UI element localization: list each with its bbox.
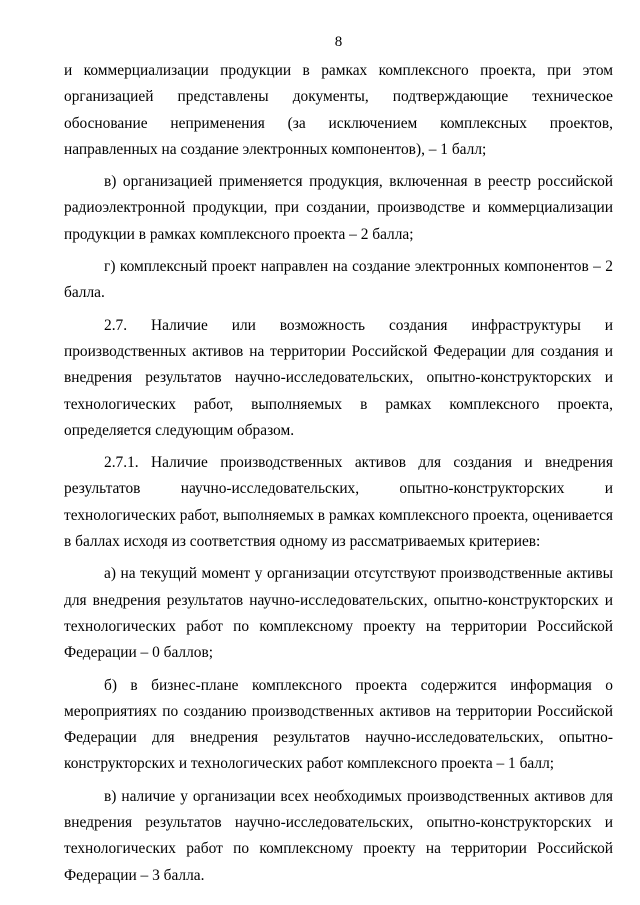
paragraph-section-2-7-1: 2.7.1. Наличие производственных активов для создания и внедрения результатов научно-исследовательских, опытно-конструкторских и технологических работ, выполняемых в рамках комплексного проекта, оценивается в баллах исходя из соответствия одному из рассматриваемых критериев: xyxy=(64,454,613,551)
paragraph-item-v: в) организацией применяется продукция, включенная в реестр российской радиоэлектронной продукции, при создании, производстве и коммерциализации продукции в рамках комплексного проекта – 2 балла; xyxy=(64,173,613,243)
paragraph-criterion-v: в) наличие у организации всех необходимых производственных активов для внедрения результатов научно-исследовательских, опытно-конструкторских и технологических работ по комплексному проекту на территории Российской Федерации – 3 балла. xyxy=(64,787,613,884)
document-body xyxy=(64,58,613,889)
paragraph-section-2-7: 2.7. Наличие или возможность создания инфраструктуры и производственных активов на территории Российской Федерации для создания и внедрения результатов научно-исследовательских, опытно-конструкторских и технологических работ, выполняемых в рамках комплексного проекта, определяется следующим образом. xyxy=(64,316,613,439)
document-page xyxy=(64,0,613,905)
paragraph-criterion-b: б) в бизнес-плане комплексного проекта содержится информация о мероприятиях по созданию производственных активов на территории Российской Федерации для внедрения результатов научно-исследовательских, опытно-конструкторских и технологических работ комплексного проекта – 1 балл; xyxy=(64,676,613,773)
page-number: 8 xyxy=(334,34,343,50)
paragraph-criterion-a: а) на текущий момент у организации отсутствуют производственные активы для внедрения результатов научно-исследовательских, опытно-конструкторских и технологических работ по комплексному проекту на территории Российской Федерации – 0 баллов; xyxy=(64,565,613,662)
paragraph-continuation: и коммерциализации продукции в рамках комплексного проекта, при этом организацией представлены документы, подтверждающие техническое обоснование неприменения (за исключением комплексных проектов, направленных на создание электронных компонентов), – 1 балл; xyxy=(64,62,613,158)
paragraph-item-g: г) комплексный проект направлен на создание электронных компонентов – 2 балла. xyxy=(64,258,613,302)
